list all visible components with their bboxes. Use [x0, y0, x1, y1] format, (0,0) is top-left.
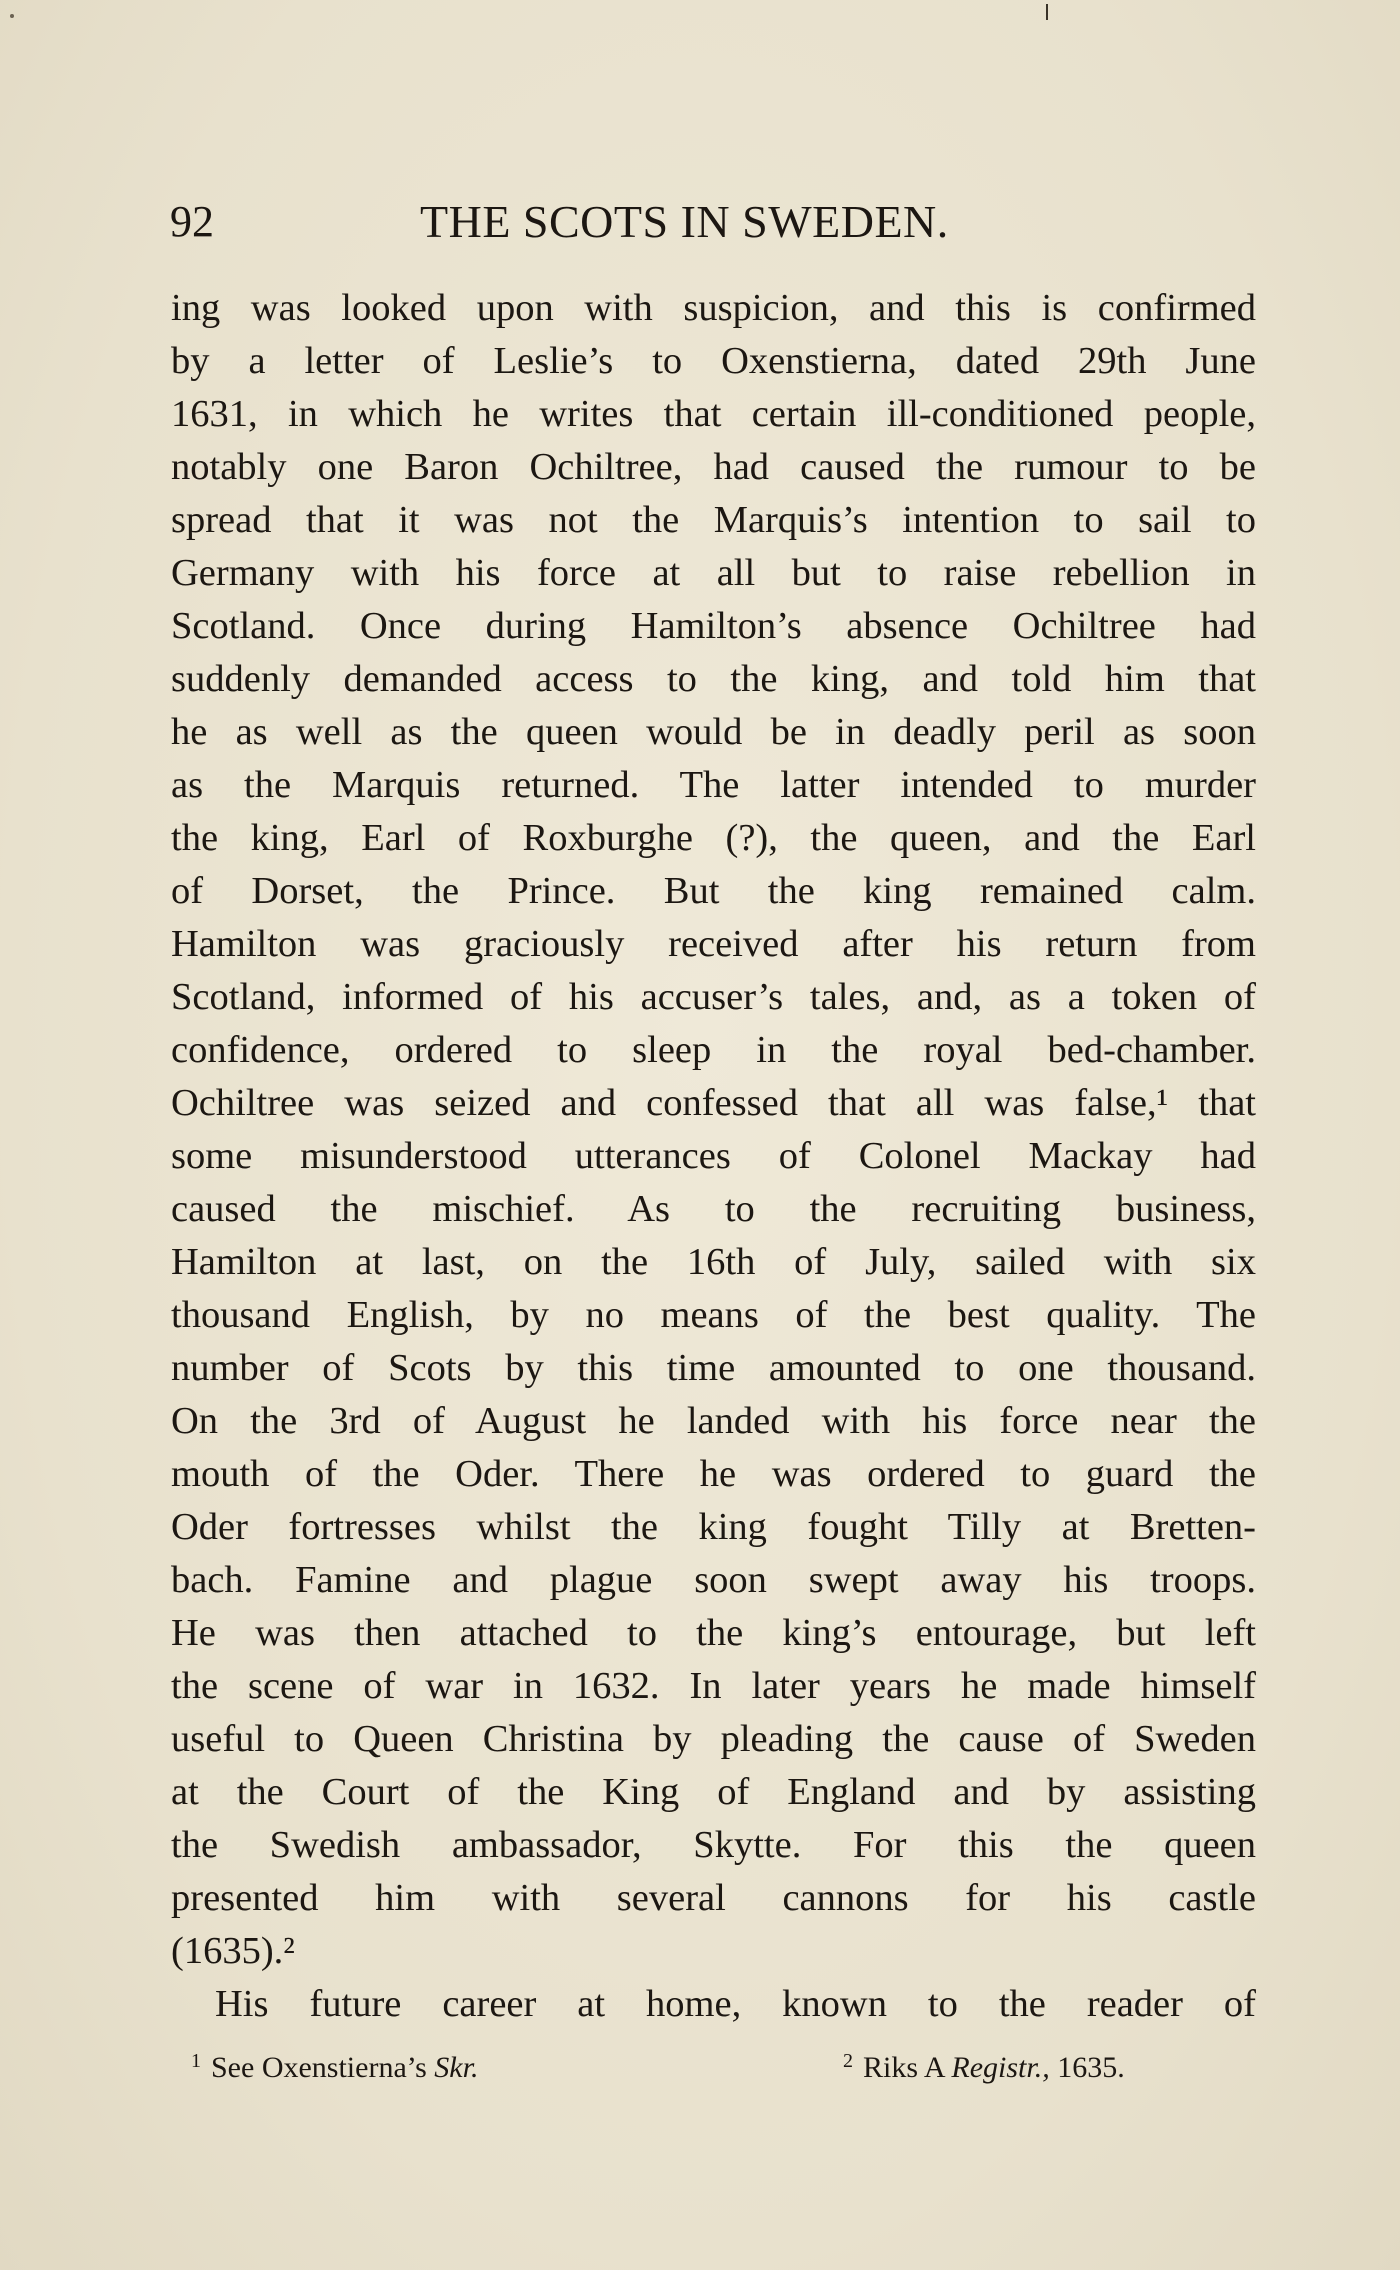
text-line: notably one Baron Ochiltree, had caused the rumour to be	[171, 446, 1256, 488]
footnote-mark: 2	[843, 2050, 853, 2072]
text-line: He was then attached to the king’s entourage, but left	[171, 1612, 1256, 1654]
footnote-text: Riks A	[863, 2051, 952, 2084]
footnote-mark: 1	[191, 2050, 201, 2072]
text-line: presented him with several cannons for his castle	[171, 1877, 1256, 1919]
page-header	[170, 192, 1256, 252]
text-line: the king, Earl of Roxburghe (?), the queen, and the Earl	[171, 817, 1256, 859]
footnote-text: See Oxenstierna’s	[211, 2051, 435, 2084]
text-line: suddenly demanded access to the king, and told him that	[171, 658, 1256, 700]
text-line: by a letter of Leslie’s to Oxenstierna, dated 29th June	[171, 340, 1256, 382]
text-line: Ochiltree was seized and confessed that all was false,¹ that	[171, 1082, 1256, 1124]
text-line: Hamilton at last, on the 16th of July, sailed with six	[171, 1241, 1256, 1283]
speck-mark	[10, 14, 14, 18]
footnote-2	[843, 2038, 1125, 2091]
footnotes	[171, 2038, 1256, 2084]
text-line: of Dorset, the Prince. But the king remained calm.	[171, 870, 1256, 912]
text-line: Germany with his force at all but to raise rebellion in	[171, 552, 1256, 594]
footnote-text-end: 1635.	[1049, 2051, 1125, 2084]
text-line: On the 3rd of August he landed with his force near the	[171, 1400, 1256, 1442]
text-line: ing was looked upon with suspicion, and this is confirmed	[171, 287, 1256, 329]
text-line: (1635).²	[171, 1930, 295, 1972]
text-line: mouth of the Oder. There he was ordered to guard the	[171, 1453, 1256, 1495]
text-line: bach. Famine and plague soon swept away his troops.	[171, 1559, 1256, 1601]
text-line: confidence, ordered to sleep in the royal bed-chamber.	[171, 1029, 1256, 1071]
text-line: the Swedish ambassador, Skytte. For this the queen	[171, 1824, 1256, 1866]
body-text	[171, 282, 1256, 2031]
text-line: thousand English, by no means of the best quality. The	[171, 1294, 1256, 1336]
text-line: some misunderstood utterances of Colonel Mackay had	[171, 1135, 1256, 1177]
text-line: Scotland, informed of his accuser’s tales, and, as a token of	[171, 976, 1256, 1018]
text-line: His future career at home, known to the reader of	[215, 1983, 1256, 2025]
text-line: he as well as the queen would be in deadly peril as soon	[171, 711, 1256, 753]
text-line: useful to Queen Christina by pleading the cause of Sweden	[171, 1718, 1256, 1760]
text-line: Hamilton was graciously received after his return from	[171, 923, 1256, 965]
text-line: 1631, in which he writes that certain ill-conditioned people,	[171, 393, 1256, 435]
running-title: THE SCOTS IN SWEDEN.	[420, 196, 949, 247]
text-line: Oder fortresses whilst the king fought Tilly at Bretten-	[171, 1506, 1256, 1548]
page-number: 92	[170, 197, 214, 246]
text-line: caused the mischief. As to the recruiting business,	[171, 1188, 1256, 1230]
text-line: at the Court of the King of England and by assisting	[171, 1771, 1256, 1813]
text-line: Scotland. Once during Hamilton’s absence Ochiltree had	[171, 605, 1256, 647]
footnote-1	[191, 2038, 478, 2091]
text-line: the scene of war in 1632. In later years he made himself	[171, 1665, 1256, 1707]
footnote-italic: Registr.,	[951, 2051, 1050, 2084]
text-line: as the Marquis returned. The latter intended to murder	[171, 764, 1256, 806]
text-line: number of Scots by this time amounted to one thousand.	[171, 1347, 1256, 1389]
footnote-italic: Skr.	[434, 2051, 479, 2084]
text-line: spread that it was not the Marquis’s intention to sail to	[171, 499, 1256, 541]
